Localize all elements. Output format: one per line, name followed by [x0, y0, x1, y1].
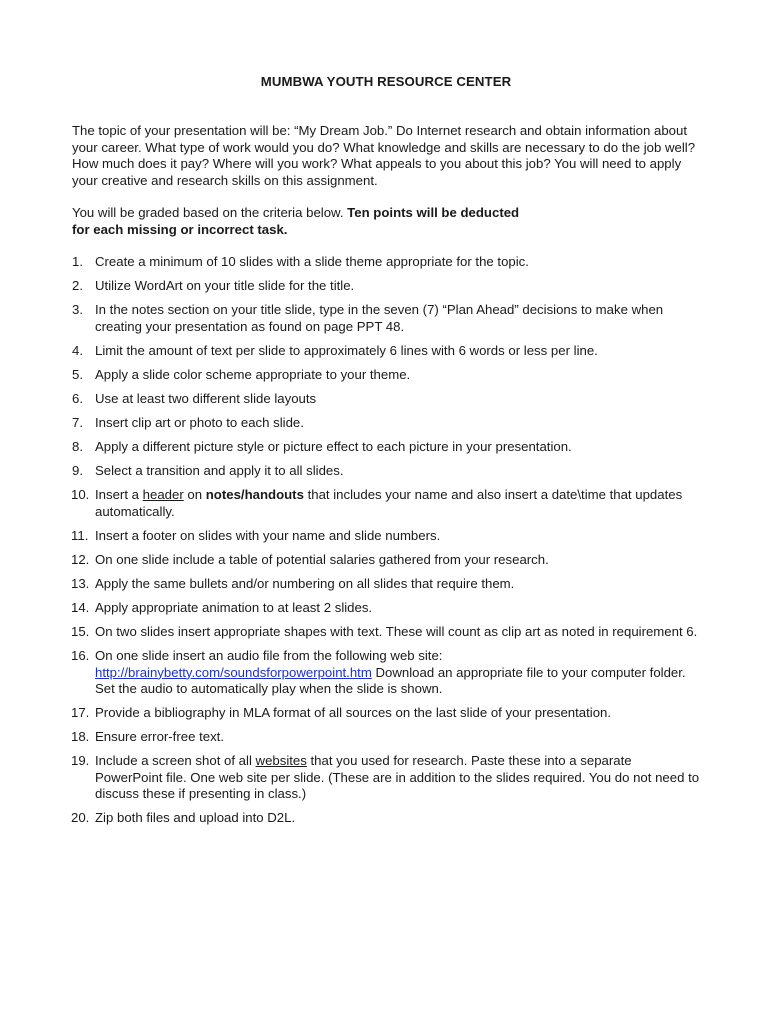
item-text: Ensure error-free text. [95, 729, 224, 745]
list-item [72, 415, 700, 431]
item-number: 16. [71, 648, 90, 664]
list-item [72, 463, 700, 479]
item-text: Insert a footer on slides with your name and slide numbers. [95, 527, 441, 543]
item-text-post: that includes your name and also insert a date\time that updates automatically. [95, 487, 683, 519]
item-text-mid: on [183, 487, 206, 503]
task-list [72, 254, 700, 834]
item-text: Create a minimum of 10 slides with a slide theme appropriate for the topic. [95, 254, 529, 269]
list-item [72, 600, 700, 616]
intro-paragraph: The topic of your presentation will be: “My Dream Job.” Do Internet research and obtain information about your career. What type of work would you do? What knowledge and skills are necessary to do the job well? How much does it pay? Where will you work? What appeals to you about this job? You will need to apply your creative and research skills on this assignment. [72, 123, 696, 188]
item-text: Apply a slide color scheme appropriate to your theme. [95, 366, 411, 382]
grading-emphasis-line-1: Ten points will be deducted [347, 205, 520, 220]
item-number: 9. [72, 463, 83, 479]
list-item [72, 278, 700, 294]
document-title: MUMBWA YOUTH RESOURCE CENTER [260, 74, 512, 89]
item-text: Limit the amount of text per slide to approximately 6 lines with 6 words or less per line. [95, 342, 598, 358]
item-text: On two slides insert appropriate shapes with text. These will count as clip art as noted in requirement 6. [95, 624, 698, 640]
item-number: 15. [71, 624, 90, 640]
item-number: 19. [71, 753, 90, 769]
item-number: 4. [72, 342, 83, 358]
item-text-post: that you used for research. Paste these into a separate PowerPoint file. One web site per slide. (These are in addition to the slides required. You do not need to discuss these if presenting in class.) [95, 753, 700, 802]
list-item [72, 302, 700, 335]
item-number: 3. [72, 302, 83, 318]
item-number: 8. [72, 439, 83, 455]
item-text: Utilize WordArt on your title slide for the title. [95, 278, 355, 294]
item-number: 11. [71, 527, 89, 543]
list-item [72, 552, 700, 568]
item-text: On one slide include a table of potential salaries gathered from your research. [95, 551, 549, 567]
item-number: 10. [71, 487, 90, 503]
item-number: 18. [71, 729, 90, 745]
list-item [72, 391, 700, 407]
list-item [72, 729, 700, 745]
list-item [72, 705, 700, 721]
item-text: Insert clip art or photo to each slide. [95, 414, 304, 430]
list-item [72, 810, 700, 826]
item-text: Zip both files and upload into D2L. [95, 810, 296, 826]
item-text-pre: Insert a [95, 487, 143, 503]
item-text-post: Download an appropriate file to your computer folder. Set the audio to automatically play when the slide is shown. [95, 664, 686, 697]
item-number: 14. [71, 600, 90, 616]
item-number: 2. [72, 278, 83, 294]
item-text: Provide a bibliography in MLA format of all sources on the last slide of your presentation. [95, 705, 612, 721]
list-item [72, 528, 700, 544]
audio-source-link[interactable]: http://brainybetty.com/soundsforpowerpoint.htm [95, 664, 372, 680]
item-text-pre: Include a screen shot of all [95, 753, 256, 769]
item-text: Apply the same bullets and/or numbering on all slides that require them. [95, 575, 515, 591]
list-item [72, 343, 700, 359]
item-number: 20. [71, 810, 90, 826]
item-number: 12. [71, 551, 90, 567]
grading-paragraph [72, 205, 700, 238]
list-item [72, 439, 700, 455]
grading-emphasis-line-2: for each missing or incorrect task. [72, 221, 288, 237]
item-number: 13. [71, 575, 90, 591]
item-text: Apply a different picture style or picture effect to each picture in your presentation. [95, 439, 572, 455]
list-item [72, 576, 700, 592]
item-number: 7. [72, 414, 83, 430]
item-underlined-term: websites [255, 753, 307, 769]
list-item [72, 487, 700, 520]
item-text-pre: On one slide insert an audio file from the following web site: [95, 648, 443, 664]
list-item [72, 624, 700, 640]
item-number: 5. [72, 366, 83, 382]
item-text: Use at least two different slide layouts [95, 390, 317, 406]
item-text: In the notes section on your title slide, type in the seven (7) “Plan Ahead” decisions to make when creating your presentation as found on page PPT 48. [95, 302, 664, 334]
item-text: Apply appropriate animation to at least 2 slides. [95, 600, 373, 616]
item-number: 17. [71, 705, 90, 721]
item-number: 1. [72, 254, 83, 269]
item-bold-term: notes/handouts [205, 487, 304, 503]
grading-text: You will be graded based on the criteria below. [72, 205, 348, 220]
list-item [72, 753, 700, 802]
list-item [72, 648, 700, 697]
list-item [72, 254, 700, 270]
item-text: Select a transition and apply it to all slides. [95, 463, 344, 479]
list-item [72, 367, 700, 383]
item-number: 6. [72, 390, 83, 406]
item-underlined-term: header [142, 487, 184, 503]
